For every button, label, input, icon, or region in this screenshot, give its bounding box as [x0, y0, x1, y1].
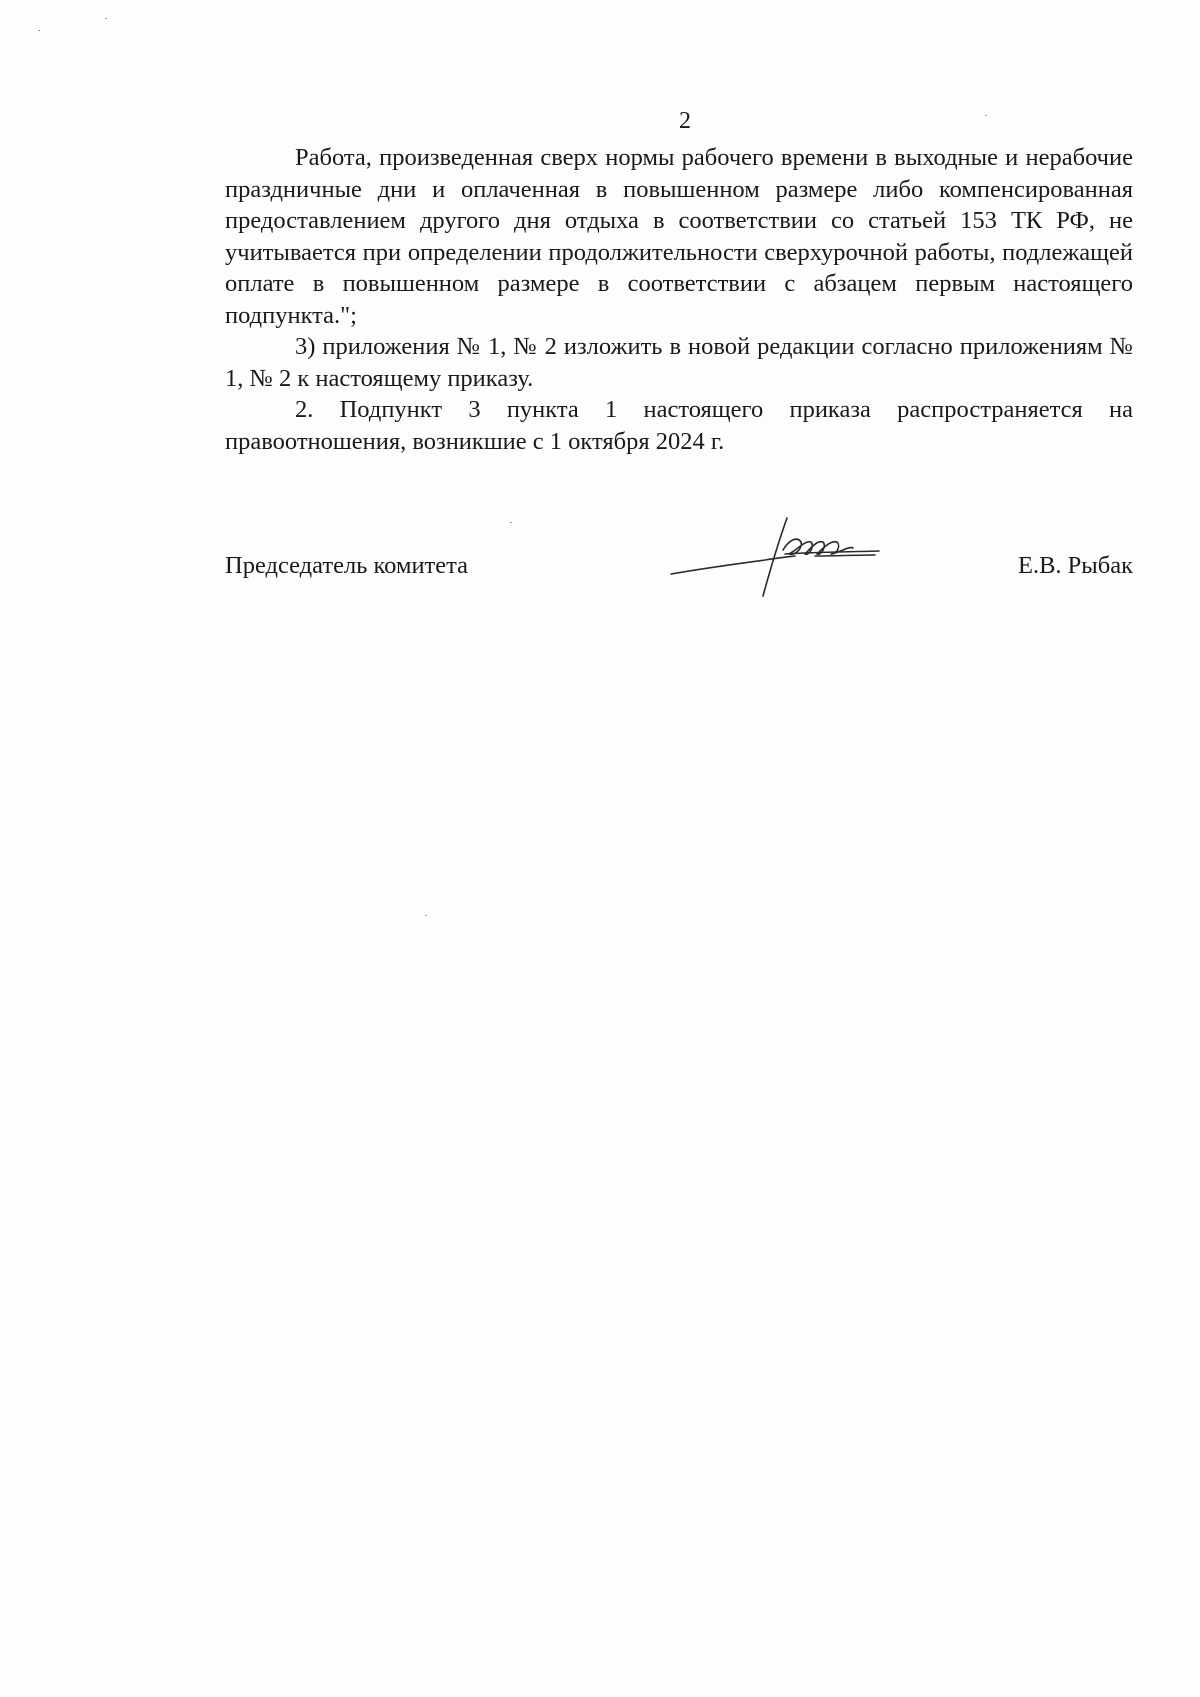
- signature-block: [225, 510, 1133, 600]
- document-body: [225, 142, 1133, 457]
- scan-speck: [105, 18, 107, 19]
- paragraph-overtime-note: Работа, произведенная сверх нормы рабочего времени в выходные и нерабочие праздничные дни и оплаченная в повышенном размере либо компенсированная предоставлением другого дня отдыха в соответствии со статьей 153 ТК РФ, не учитывается при определении продолжительности сверхурочной работы, подлежащей оплате в повышенном размере в соответствии с абзацем первым настоящего подпункта.";: [225, 144, 1133, 329]
- page-number: 2: [679, 108, 691, 134]
- signer-title: Председатель комитета: [225, 552, 469, 579]
- scan-speck: [38, 30, 40, 31]
- scan-speck: [425, 915, 427, 916]
- signer-name: Е.В. Рыбак: [1017, 552, 1133, 579]
- paragraph-item-2: 2. Подпункт 3 пункта 1 настоящего приказа распространяется на правоотношения, возникшие с 1 октября 2024 г.: [225, 396, 1133, 455]
- paragraph-item-3: 3) приложения № 1, № 2 изложить в новой редакции согласно приложениям № 1, № 2 к настоящему приказу.: [225, 333, 1133, 392]
- handwritten-signature: [665, 510, 895, 610]
